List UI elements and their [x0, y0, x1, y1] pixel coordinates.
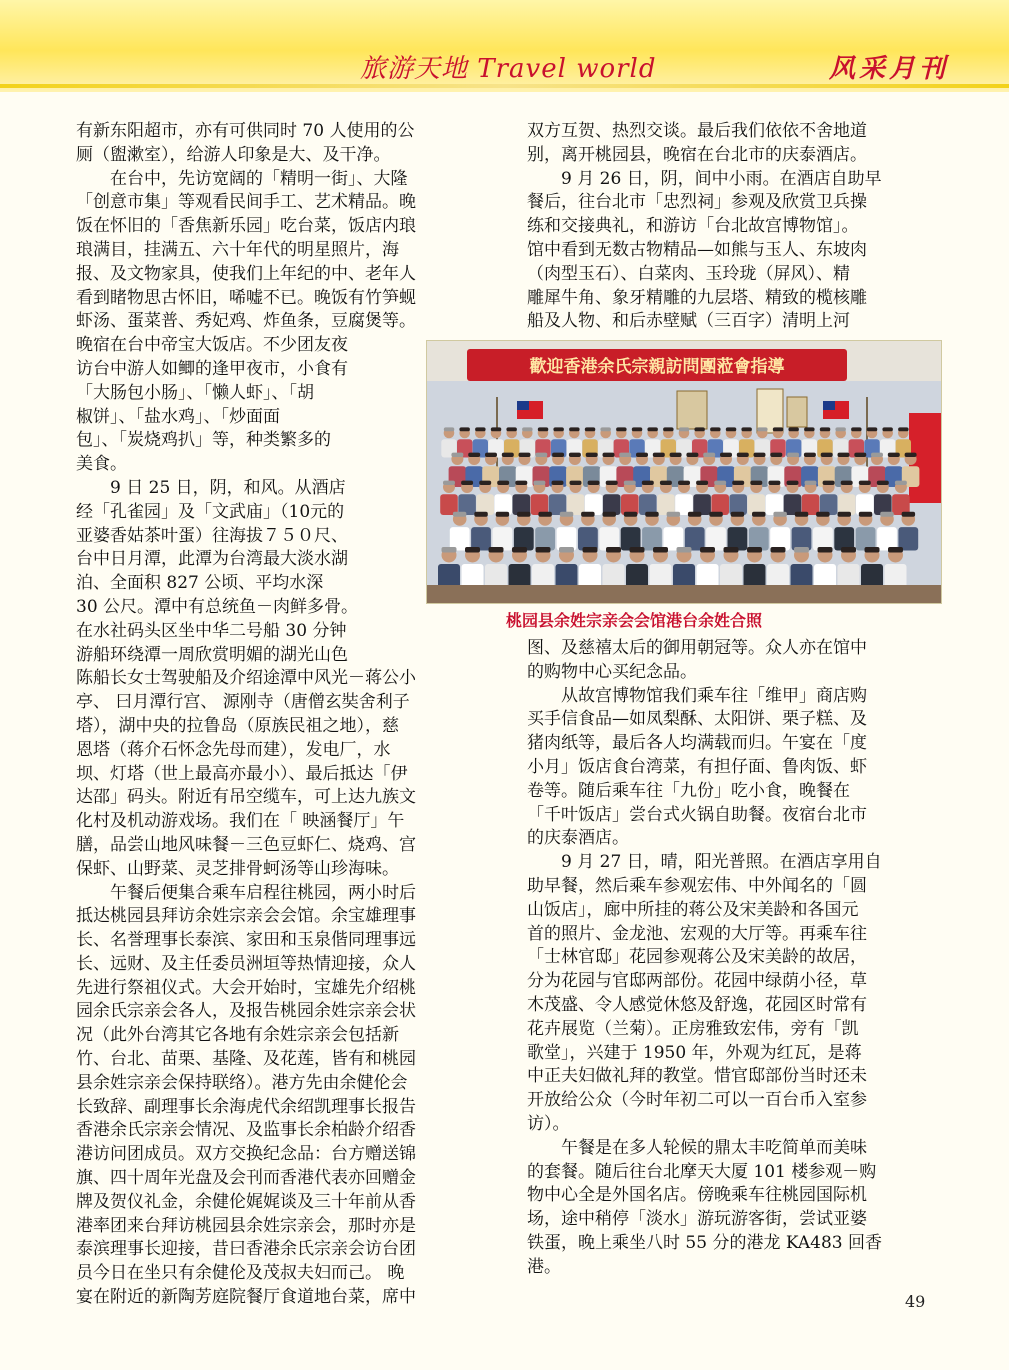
text-line: 坝、灯塔（世上最高亦最小）、最后抵达「伊	[76, 763, 408, 784]
person-hair	[752, 512, 766, 517]
text-line: 开放给公众（今时年初二可以一百台币入室参	[527, 1090, 867, 1111]
person-hair	[700, 547, 715, 553]
person-hair	[569, 453, 581, 457]
person-hair	[506, 427, 517, 431]
person-hair	[600, 427, 611, 431]
text-line: 午餐后便集合乘车启程往桃园，两小时后	[76, 882, 416, 903]
person-hair	[804, 453, 816, 457]
person-body	[728, 527, 748, 550]
person-hair	[709, 512, 723, 517]
person-hair	[489, 547, 504, 553]
person-hair	[768, 481, 780, 485]
person-hair	[805, 481, 817, 485]
group-of-people	[438, 427, 919, 590]
text-line: 厕（盥漱室），给游人印象是大、及干净。	[76, 144, 391, 165]
person-hair	[468, 453, 480, 457]
text-line: 台中日月潭，此潭为台湾最大淡水湖	[76, 549, 348, 570]
text-line: 在水社码头区坐中华二号船 30 分钟	[76, 620, 347, 641]
person-hair	[585, 427, 596, 431]
person-hair	[678, 481, 690, 485]
text-line: 椒饼」、「盐水鸡」、「炒面面	[76, 406, 280, 427]
text-line: 木茂盛、令人感觉休悠及舒逸，花园区时常有	[527, 994, 867, 1015]
text-line: 馆中看到无数古物精品—如熊与玉人、东坡肉	[527, 239, 867, 260]
page-header	[0, 0, 1009, 92]
person-hair	[443, 481, 455, 485]
person-hair	[794, 547, 809, 553]
text-line: 港访问团成员。双方交换纪念品：台方赠送锦	[76, 1144, 416, 1165]
person-hair	[888, 547, 903, 553]
person-hair	[535, 453, 547, 457]
person-hair	[773, 427, 784, 431]
text-line: 竹、台北、苗栗、基隆、及花莲，皆有和桃园	[76, 1049, 416, 1070]
photo-caption: 桃园县余姓宗亲会会馆港台余姓合照	[506, 611, 763, 630]
person-body	[770, 527, 790, 550]
person-hair	[838, 453, 850, 457]
text-line: 宴在附近的新陶芳庭院餐厅食道地台菜，席中	[76, 1287, 416, 1308]
person-hair	[880, 512, 894, 517]
person-hair	[533, 481, 545, 485]
person-hair	[538, 427, 549, 431]
text-line: 双方互贺、热烈交谈。最后我们依依不舍地道	[527, 121, 867, 141]
text-line: 膳，品尝山地风味餐－三色豆虾仁、烧鸡、宫	[76, 834, 416, 855]
text-line: 雕犀牛角、象牙精雕的九层塔、精致的榄核雕	[527, 287, 867, 308]
person-hair	[696, 481, 708, 485]
text-line: 船及人物、和后赤壁赋（三百字）清明上河	[527, 311, 850, 332]
text-line: 「士林官邸」花园参观蒋公及宋美龄的故居，	[527, 947, 867, 968]
text-line: 卷等。随后乘车往「九份」吃小食，晚餐在	[527, 780, 850, 801]
person-body	[706, 527, 726, 550]
text-line: 游船环绕潭一周欣赏明媚的湖光山色	[76, 644, 348, 665]
text-line: 员今日在坐只有余健伦及茂叔夫妇而己。 晚	[76, 1263, 405, 1284]
person-hair	[737, 453, 749, 457]
magazine-title: 风采月刊	[828, 54, 949, 84]
text-line: （肉型玉石）、白菜肉、玉玲珑（屏风）、精	[527, 263, 850, 284]
text-line: 分为花园与官邸两部份。花园中绿荫小径，草	[527, 971, 867, 992]
text-line: 餐后，往台北市「忠烈祠」参观及欣赏卫兵操	[527, 192, 867, 213]
person-hair	[770, 453, 782, 457]
person-hair	[731, 512, 745, 517]
person-hair	[787, 481, 799, 485]
person-hair	[732, 481, 744, 485]
person-hair	[773, 512, 787, 517]
person-hair	[512, 547, 527, 553]
person-hair	[451, 453, 463, 457]
text-line: 琅满目，挂满五、六十年代的明星照片，海	[76, 239, 399, 260]
person-body	[514, 527, 534, 550]
person-hair	[444, 427, 455, 431]
person-body	[792, 527, 812, 550]
person-hair	[653, 453, 665, 457]
person-hair	[667, 512, 681, 517]
person-hair	[632, 427, 643, 431]
article-column-right-top	[527, 120, 947, 334]
text-line: 亭、 曰月潭行宫、 源刚寺（唐僧玄奘舍利子	[76, 692, 410, 713]
text-line: 塔），湖中央的拉鲁岛（原族民祖之地），慈	[76, 715, 399, 736]
text-line: 抵达桃园县拜访余姓宗亲会会馆。余宝雄理事	[76, 906, 416, 927]
person-body	[557, 527, 577, 550]
person-hair	[895, 481, 907, 485]
person-hair	[502, 453, 514, 457]
person-body	[813, 527, 833, 550]
text-line: 看到睹物思古怀旧，唏嘘不已。晚饭有竹笋蚬	[76, 287, 416, 308]
text-line: 包」、「炭烧鸡扒」等，种类繁多的	[76, 430, 331, 451]
person-hair	[475, 427, 486, 431]
person-hair	[465, 547, 480, 553]
person-body	[877, 527, 897, 550]
person-body	[898, 527, 918, 550]
person-hair	[882, 427, 893, 431]
person-hair	[603, 512, 617, 517]
person-hair	[835, 427, 846, 431]
text-line: 达邵」码头。附近有吊空缆车，可上达九族文	[76, 787, 416, 808]
text-line: 别，离开桃园县，晚宿在台北市的庆泰酒店。	[527, 144, 867, 165]
text-line: 买手信食品—如凤梨酥、太阳饼、栗子糕、及	[527, 709, 867, 730]
person-body	[856, 527, 876, 550]
person-hair	[804, 427, 815, 431]
person-hair	[553, 427, 564, 431]
text-line: 先进行祭祖仪式。大会开始时，宝雄先介绍桃	[76, 977, 416, 998]
text-line: 长致辞、副理事长余海虎代余绍凯理事长报告	[76, 1096, 416, 1117]
person-hair	[630, 547, 645, 553]
person-hair	[519, 453, 531, 457]
text-line: 亚婆香姑茶叶蛋）往海拔７５０尺、	[76, 525, 348, 546]
text-line: 场，途中稍停「淡水」游玩游客街，尝试亚婆	[527, 1209, 867, 1230]
person-body	[578, 527, 598, 550]
text-line: 牌及贺仪礼金，余健伦娓娓谈及三十年前从香	[76, 1191, 416, 1212]
person-hair	[442, 547, 457, 553]
person-hair	[522, 427, 533, 431]
person-hair	[905, 453, 917, 457]
text-line: 报、及文物家具，使我们上年纪的中、老年人	[76, 263, 416, 284]
text-line: 长、远财、及主任委员洲垣等热情迎接，众人	[76, 953, 416, 974]
person-hair	[647, 427, 658, 431]
person-hair	[877, 481, 889, 485]
person-hair	[496, 512, 510, 517]
person-hair	[854, 453, 866, 457]
text-line: 物中心全是外国名店。傍晚乘车往桃园国际机	[527, 1185, 867, 1206]
person-hair	[559, 547, 574, 553]
person-hair	[485, 453, 497, 457]
person-hair	[461, 481, 473, 485]
section-title: 旅游天地 Travel world	[360, 54, 657, 84]
text-line: 饭在怀旧的「香焦新乐园」吃台菜，饭店内琅	[76, 216, 416, 237]
person-hair	[867, 427, 878, 431]
person-body	[471, 527, 491, 550]
person-hair	[787, 453, 799, 457]
text-line: 的套餐。随后往台北摩天大厦 101 楼参观－购	[527, 1161, 877, 1182]
person-hair	[636, 453, 648, 457]
person-hair	[703, 453, 715, 457]
person-hair	[741, 427, 752, 431]
text-line: 的购物中心买纪念品。	[527, 661, 697, 682]
text-line: 花卉展览（兰菊）。正房雅致宏伟，旁有「凯	[527, 1018, 859, 1039]
text-line: 港率团来台拜访桃园县余姓宗亲会，那时亦是	[76, 1215, 416, 1236]
text-line: 歌堂」，兴建于 1950 年，外观为红瓦，是蒋	[527, 1042, 862, 1063]
person-hair	[841, 481, 853, 485]
person-hair	[570, 481, 582, 485]
person-hair	[603, 453, 615, 457]
text-line: 泊、全面积 827 公顷、平均水深	[76, 573, 324, 594]
text-line: 从故宫博物馆我们乘车往「维甲」商店购	[527, 685, 867, 706]
text-line: 午餐是在多人轮候的鼎太丰吃简单而美味	[527, 1137, 867, 1158]
person-hair	[818, 547, 833, 553]
person-hair	[771, 547, 786, 553]
person-hair	[816, 512, 830, 517]
person-hair	[788, 427, 799, 431]
person-hair	[679, 427, 690, 431]
text-line: 旗、四十周年光盘及会刊而香港代表亦回赠金	[76, 1168, 416, 1189]
person-hair	[497, 481, 509, 485]
text-line: 有新东阳超市，亦有可供同时 70 人使用的公	[76, 121, 415, 141]
text-line: 访）。	[527, 1113, 570, 1134]
person-hair	[624, 481, 636, 485]
person-hair	[865, 547, 880, 553]
person-hair	[663, 427, 674, 431]
person-hair	[616, 427, 627, 431]
person-body	[685, 527, 705, 550]
person-body	[834, 527, 854, 550]
person-hair	[560, 512, 574, 517]
person-hair	[688, 512, 702, 517]
person-hair	[624, 512, 638, 517]
text-line: 铁蛋，晚上乘坐八时 55 分的港龙 KA483 回香	[527, 1232, 882, 1253]
text-line: 的庆泰酒店。	[527, 828, 629, 849]
person-hair	[859, 481, 871, 485]
text-line: 晚宿在台中帝宝大饭店。不少团友夜	[76, 335, 348, 356]
person-body	[642, 527, 662, 550]
text-line: 保虾、山野菜、灵芝排骨蚵汤等山珍海味。	[76, 858, 399, 879]
text-line: 虾汤、蛋菜普、秀妃鸡、炸鱼条，豆腐煲等。	[76, 311, 416, 332]
person-hair	[588, 481, 600, 485]
person-hair	[459, 427, 470, 431]
person-hair	[606, 547, 621, 553]
person-hair	[583, 547, 598, 553]
person-hair	[619, 453, 631, 457]
person-hair	[871, 453, 883, 457]
person-hair	[677, 547, 692, 553]
person-hair	[694, 427, 705, 431]
person-hair	[851, 427, 862, 431]
person-hair	[653, 547, 668, 553]
welcome-banner: 歡迎香港余氏宗親訪問團蒞會指導	[529, 357, 785, 377]
text-line: 首的照片、金龙池、宏观的大厅等。再乘车往	[527, 923, 867, 944]
person-hair	[710, 427, 721, 431]
text-line: 县余姓宗亲会保持联络）。港方先由余健伦会	[76, 1072, 408, 1093]
text-line: 美食。	[76, 454, 127, 475]
text-line: 化村及机动游戏场。我们在「 映涵餐厅」午	[76, 811, 405, 832]
text-line: 在台中，先访宽阔的「精明一街」、大隆	[76, 168, 408, 189]
person-hair	[841, 547, 856, 553]
text-line: 园余氏宗亲会各人，及报告桃园余姓宗亲会状	[76, 1001, 416, 1022]
text-line: 山饭店」，廊中所挂的蒋公及宋美龄和各国元	[527, 899, 859, 920]
text-line: 练和交接典礼，和游访「台北故宫博物馆」。	[527, 216, 859, 237]
person-hair	[795, 512, 809, 517]
person-hair	[757, 427, 768, 431]
text-line: 泰滨理事长迎接，昔曰香港余氏宗亲会访台团	[76, 1239, 416, 1260]
person-body	[749, 527, 769, 550]
text-line: 恩塔（蒋介石怀念先母而建），发电厂，水	[76, 739, 391, 760]
person-hair	[754, 453, 766, 457]
person-hair	[724, 547, 739, 553]
person-hair	[726, 427, 737, 431]
person-body	[663, 527, 683, 550]
text-line: 长、名誉理事长泰滨、家田和玉泉偕同理事远	[76, 930, 416, 951]
person-hair	[606, 481, 618, 485]
person-body	[599, 527, 619, 550]
person-hair	[586, 453, 598, 457]
text-line: 香港余氏宗亲会情况、及监事长余柏龄介绍香	[76, 1120, 416, 1141]
person-hair	[898, 427, 909, 431]
person-hair	[569, 427, 580, 431]
text-line: 「创意市集」等观看民间手工、艺术精品。晚	[76, 192, 416, 213]
person-hair	[515, 481, 527, 485]
person-body	[621, 527, 641, 550]
text-line: 陈船长女士驾驶船及介绍途潭中风光－蒋公小	[76, 668, 416, 689]
person-hair	[720, 453, 732, 457]
person-hair	[645, 512, 659, 517]
text-line: 9 月 26 日，阴，间中小雨。在酒店自助早	[527, 168, 882, 189]
text-line: 访台中游人如鲫的逢甲夜市，小食有	[76, 358, 348, 379]
person-hair	[859, 512, 873, 517]
person-hair	[686, 453, 698, 457]
person-hair	[670, 453, 682, 457]
page-number: 49	[905, 1292, 926, 1311]
person-hair	[714, 481, 726, 485]
person-hair	[453, 512, 467, 517]
person-body	[450, 527, 470, 550]
person-hair	[888, 453, 900, 457]
text-line: 9 日 25 日，阴，和风。从酒店	[76, 477, 346, 498]
person-hair	[747, 547, 762, 553]
text-line: 经「孔雀园」及「文武庙」（10元的	[76, 501, 345, 522]
person-hair	[750, 481, 762, 485]
header-rule	[0, 84, 1009, 88]
person-body	[493, 527, 513, 550]
text-line: 助早餐，然后乘车参观宏伟、中外闻名的「圆	[527, 875, 867, 896]
person-hair	[538, 512, 552, 517]
person-hair	[823, 481, 835, 485]
text-line: 猪肉纸等，最后各人均满载而归。午宴在「度	[527, 733, 867, 754]
article-column-left	[76, 120, 496, 1310]
text-line: 况（此外台湾其它各地有余姓宗亲会包括新	[76, 1025, 399, 1046]
person-hair	[642, 481, 654, 485]
person-hair	[552, 481, 564, 485]
text-line: 「大肠包小肠」、「懒人虾」、「胡	[76, 382, 314, 403]
person-hair	[821, 453, 833, 457]
person-hair	[552, 453, 564, 457]
text-line: 港。	[527, 1256, 561, 1277]
person-hair	[902, 512, 916, 517]
person-hair	[536, 547, 551, 553]
text-line: 30 公尺。潭中有总统鱼－肉鲜多骨。	[76, 596, 359, 617]
person-hair	[474, 512, 488, 517]
person-hair	[581, 512, 595, 517]
person-hair	[660, 481, 672, 485]
article-column-right-bottom	[527, 637, 947, 1280]
person-hair	[491, 427, 502, 431]
text-line: 9 月 27 日，晴，阳光普照。在酒店享用自	[527, 852, 882, 873]
person-body	[535, 527, 555, 550]
person-hair	[838, 512, 852, 517]
person-hair	[479, 481, 491, 485]
person-hair	[517, 512, 531, 517]
text-line: 中正夫妇做礼拜的教堂。惜官邸部份当时还未	[527, 1066, 867, 1087]
text-line: 小月」饭店食台湾菜，有担仔面、鲁肉饭、虾	[527, 756, 867, 777]
text-line: 图、及慈禧太后的御用朝冠等。众人亦在馆中	[527, 638, 867, 658]
text-line: 「千叶饭店」尝台式火锅自助餐。夜宿台北市	[527, 804, 867, 825]
group-photo	[426, 340, 942, 604]
person-hair	[820, 427, 831, 431]
